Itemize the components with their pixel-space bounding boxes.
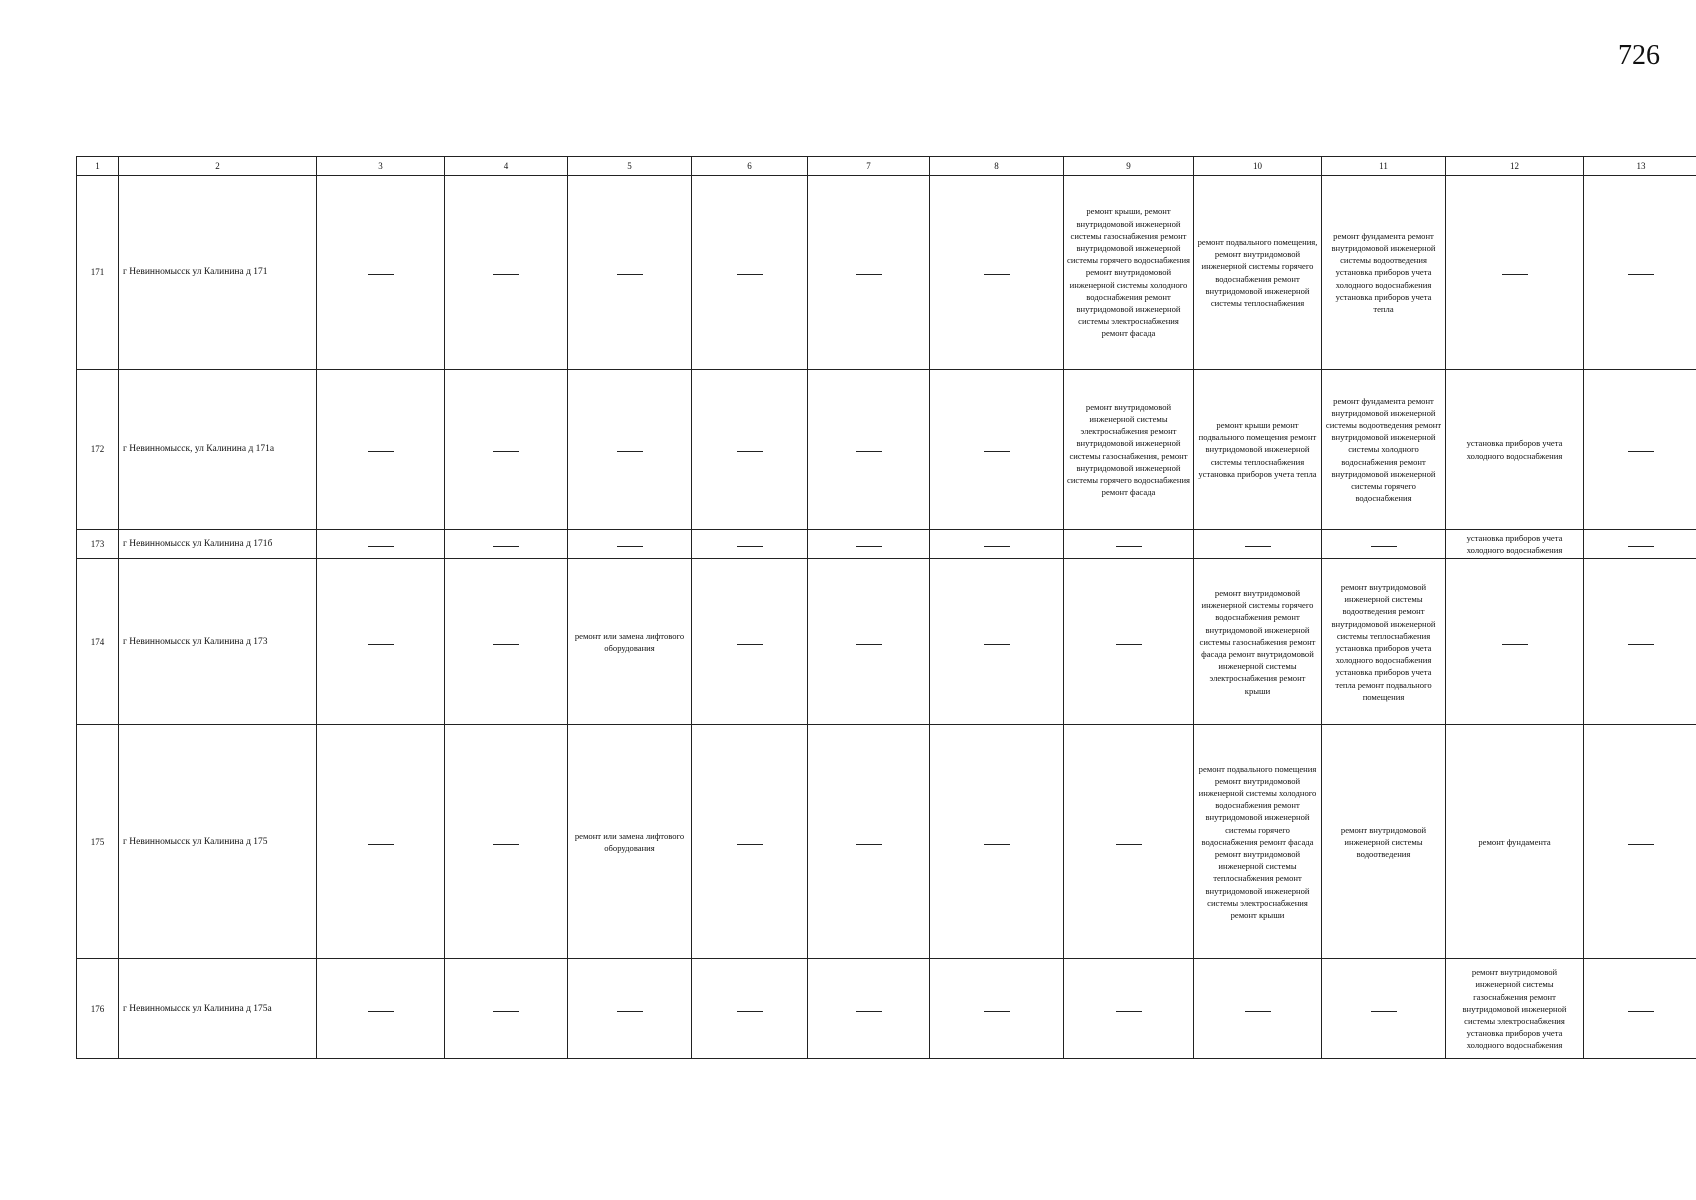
work-type-cell: ремонт внутридомовой инженерной системы электроснабжения ремонт внутридомовой инженерной системы газоснабжения, ремонт внутридомовой инженерной системы горячего водоснабжения ремонт фасада [1064,370,1194,530]
dash-mark [617,1011,643,1012]
empty-cell [692,530,808,559]
empty-cell [568,530,692,559]
address-cell: г Невинномысск ул Калинина д 173 [119,559,317,725]
dash-mark [984,844,1010,845]
column-header: 6 [692,157,808,176]
work-type-cell: ремонт подвального помещения, ремонт внутридомовой инженерной системы горячего водоснабжения ремонт внутридомовой инженерной системы теплоснабжения [1194,176,1322,370]
dash-mark [1628,274,1654,275]
dash-mark [1502,274,1528,275]
empty-cell [692,176,808,370]
address-cell: г Невинномысск ул Калинина д 171 [119,176,317,370]
dash-mark [1628,844,1654,845]
dash-mark [1116,1011,1142,1012]
column-header: 5 [568,157,692,176]
dash-mark [1116,844,1142,845]
dash-mark [617,451,643,452]
work-type-cell: ремонт или замена лифтового оборудования [568,725,692,959]
column-header: 1 [77,157,119,176]
dash-mark [493,644,519,645]
empty-cell [808,530,930,559]
empty-cell [445,959,568,1059]
dash-mark [856,844,882,845]
empty-cell [808,176,930,370]
row-number: 171 [77,176,119,370]
table-body [77,176,1696,1059]
dash-mark [493,451,519,452]
dash-mark [1371,546,1397,547]
empty-cell [568,959,692,1059]
dash-mark [368,844,394,845]
row-number: 172 [77,370,119,530]
column-header: 11 [1322,157,1446,176]
empty-cell [1322,959,1446,1059]
table-row [77,370,1696,530]
dash-mark [493,546,519,547]
empty-cell [317,725,445,959]
address-cell: г Невинномысск, ул Калинина д 171а [119,370,317,530]
table-row [77,176,1696,370]
dash-mark [856,451,882,452]
empty-cell [445,725,568,959]
empty-cell [692,725,808,959]
dash-mark [1116,546,1142,547]
empty-cell [1584,725,1696,959]
empty-cell [808,370,930,530]
dash-mark [1245,546,1271,547]
empty-cell [1322,530,1446,559]
empty-cell [930,725,1064,959]
dash-mark [856,1011,882,1012]
dash-mark [1628,546,1654,547]
dash-mark [1628,451,1654,452]
empty-cell [1446,559,1584,725]
header-row [77,157,1696,176]
dash-mark [1116,644,1142,645]
row-number: 175 [77,725,119,959]
empty-cell [317,370,445,530]
empty-cell [930,959,1064,1059]
dash-mark [1628,644,1654,645]
empty-cell [317,959,445,1059]
empty-cell [930,530,1064,559]
dash-mark [493,274,519,275]
work-type-cell: ремонт крыши, ремонт внутридомовой инженерной системы газоснабжения ремонт внутридомовой инженерной системы горячего водоснабжения ремонт внутридомовой инженерной системы холодного водоснабжения ремонт внутридомовой инженерной системы электроснабжения ремонт фасада [1064,176,1194,370]
empty-cell [317,530,445,559]
dash-mark [368,451,394,452]
empty-cell [445,176,568,370]
column-header: 9 [1064,157,1194,176]
empty-cell [568,176,692,370]
empty-cell [692,370,808,530]
dash-mark [617,274,643,275]
empty-cell [317,176,445,370]
empty-cell [1194,530,1322,559]
dash-mark [1628,1011,1654,1012]
work-type-cell: установка приборов учета холодного водоснабжения [1446,370,1584,530]
dash-mark [856,274,882,275]
empty-cell [692,959,808,1059]
dash-mark [1502,644,1528,645]
column-header: 12 [1446,157,1584,176]
repair-schedule-table [76,156,1696,1059]
empty-cell [930,176,1064,370]
empty-cell [692,559,808,725]
address-cell: г Невинномысск ул Калинина д 171б [119,530,317,559]
dash-mark [984,546,1010,547]
column-header: 10 [1194,157,1322,176]
empty-cell [317,559,445,725]
table-row [77,530,1696,559]
empty-cell [1584,530,1696,559]
address-cell: г Невинномысск ул Калинина д 175а [119,959,317,1059]
dash-mark [368,546,394,547]
empty-cell [1446,176,1584,370]
column-header: 4 [445,157,568,176]
empty-cell [445,370,568,530]
row-number: 173 [77,530,119,559]
empty-cell [808,959,930,1059]
work-type-cell: ремонт фундамента [1446,725,1584,959]
column-header: 8 [930,157,1064,176]
empty-cell [1064,959,1194,1059]
dash-mark [368,1011,394,1012]
empty-cell [1584,370,1696,530]
dash-mark [856,644,882,645]
work-type-cell: установка приборов учета холодного водоснабжения [1446,530,1584,559]
dash-mark [856,546,882,547]
address-cell: г Невинномысск ул Калинина д 175 [119,725,317,959]
work-type-cell: ремонт внутридомовой инженерной системы горячего водоснабжения ремонт внутридомовой инженерной системы газоснабжения ремонт фасада ремонт внутридомовой инженерной системы электроснабжения ремонт крыши [1194,559,1322,725]
row-number: 174 [77,559,119,725]
table-row [77,559,1696,725]
empty-cell [445,559,568,725]
empty-cell [808,559,930,725]
empty-cell [1584,959,1696,1059]
dash-mark [737,644,763,645]
work-type-cell: ремонт подвального помещения ремонт внутридомовой инженерной системы холодного водоснабжения ремонт внутридомовой инженерной системы горячего водоснабжения ремонт фасада ремонт внутридомовой инженерной системы теплоснабжения ремонт внутридомовой инженерной системы электроснабжения ремонт крыши [1194,725,1322,959]
empty-cell [1064,559,1194,725]
dash-mark [984,274,1010,275]
empty-cell [1584,559,1696,725]
page-number: 726 [1618,40,1660,71]
column-header: 2 [119,157,317,176]
empty-cell [568,370,692,530]
empty-cell [808,725,930,959]
table-row [77,725,1696,959]
dash-mark [737,274,763,275]
empty-cell [930,370,1064,530]
dash-mark [737,1011,763,1012]
empty-cell [1194,959,1322,1059]
empty-cell [445,530,568,559]
table-row [77,959,1696,1059]
work-type-cell: ремонт внутридомовой инженерной системы водоотведения [1322,725,1446,959]
dash-mark [493,844,519,845]
dash-mark [984,1011,1010,1012]
empty-cell [1584,176,1696,370]
empty-cell [1064,530,1194,559]
dash-mark [737,546,763,547]
dash-mark [368,644,394,645]
dash-mark [984,644,1010,645]
dash-mark [984,451,1010,452]
work-type-cell: ремонт внутридомовой инженерной системы газоснабжения ремонт внутридомовой инженерной системы электроснабжения установка приборов учета холодного водоснабжения [1446,959,1584,1059]
empty-cell [1064,725,1194,959]
dash-mark [1371,1011,1397,1012]
work-type-cell: ремонт фундамента ремонт внутридомовой инженерной системы водоотведения ремонт внутридомовой инженерной системы холодного водоснабжения ремонт внутридомовой инженерной системы горячего водоснабжения [1322,370,1446,530]
dash-mark [368,274,394,275]
dash-mark [737,451,763,452]
column-header: 13 [1584,157,1696,176]
row-number: 176 [77,959,119,1059]
dash-mark [737,844,763,845]
work-type-cell: ремонт или замена лифтового оборудования [568,559,692,725]
column-header: 7 [808,157,930,176]
dash-mark [1245,1011,1271,1012]
column-header: 3 [317,157,445,176]
work-type-cell: ремонт крыши ремонт подвального помещения ремонт внутридомовой инженерной системы теплоснабжения установка приборов учета тепла [1194,370,1322,530]
empty-cell [930,559,1064,725]
dash-mark [617,546,643,547]
work-type-cell: ремонт фундамента ремонт внутридомовой инженерной системы водоотведения установка приборов учета холодного водоснабжения установка приборов учета тепла [1322,176,1446,370]
dash-mark [493,1011,519,1012]
work-type-cell: ремонт внутридомовой инженерной системы водоотведения ремонт внутридомовой инженерной системы теплоснабжения установка приборов учета холодного водоснабжения установка приборов учета тепла ремонт подвального помещения [1322,559,1446,725]
